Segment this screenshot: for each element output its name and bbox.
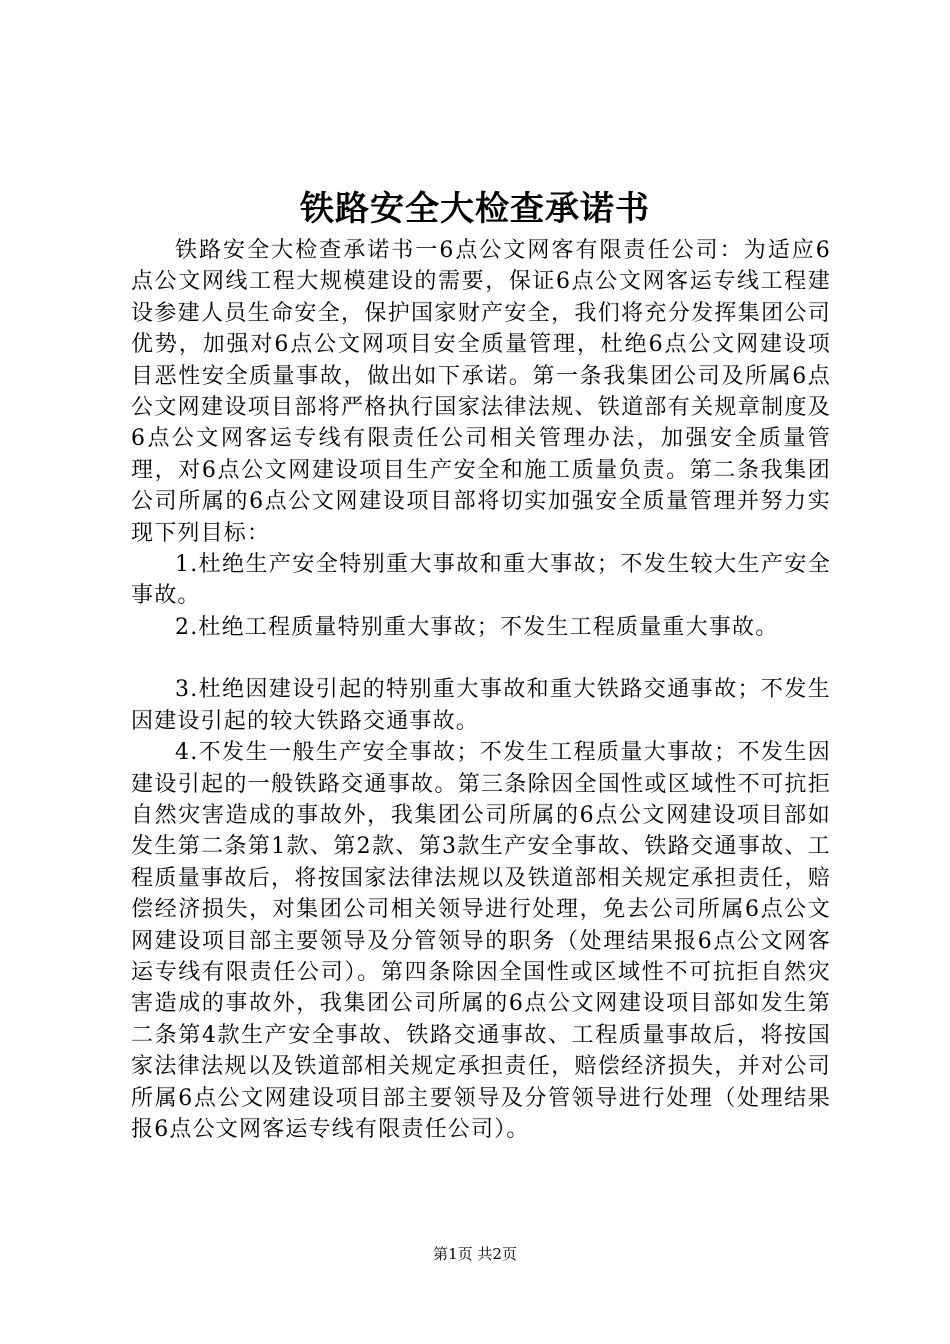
document-body — [131, 235, 831, 1145]
document-title: 铁路安全大检查承诺书 — [300, 189, 650, 229]
paragraph-goal-2: 2.杜绝工程质量特别重大事故；不发生工程质量重大事故。 — [175, 614, 779, 640]
paragraph-goal-3: 3.杜绝因建设引起的特别重大事故和重大铁路交通事故；不发生因建设引起的较大铁路交通事故。 — [131, 677, 831, 734]
page-number-footer: 第1页 共2页 — [433, 1245, 517, 1263]
paragraph-goal-1: 1.杜绝生产安全特别重大事故和重大事故；不发生较大生产安全事故。 — [131, 552, 831, 609]
paragraph-intro: 铁路安全大检查承诺书一6点公文网客有限责任公司：为适应6点公文网线工程大规模建设的需要，保证6点公文网客运专线工程建设参建人员生命安全，保护国家财产安全，我们将充分发挥集团公司优势，加强对6点公文网项目安全质量管理，杜绝6点公文网建设项目恶性安全质量事故，做出如下承诺。第一条我集团公司及所属6点公文网建设项目部将严格执行国家法律法规、铁道部有关规章制度及6点公文网客运专线有限责任公司相关管理办法，加强安全质量管理，对6点公文网建设项目生产安全和施工质量负责。第二条我集团公司所属的6点公文网建设项目部将切实加强安全质量管理并努力实现下列目标： — [131, 238, 831, 546]
paragraph-goal-4: 4.不发生一般生产安全事故；不发生工程质量大事故；不发生因建设引起的一般铁路交通事故。第三条除因全国性或区域性不可抗拒自然灾害造成的事故外，我集团公司所属的6点公文网建设项目部如发生第二条第1款、第2款、第3款生产安全事故、铁路交通事故、工程质量事故后，将按国家法律法规以及铁道部相关规定承担责任，赔偿经济损失，对集团公司相关领导进行处理，免去公司所属6点公文网建设项目部主要领导及分管领导的职务（处理结果报6点公文网客运专线有限责任公司）。第四条除因全国性或区域性不可抗拒自然灾害造成的事故外，我集团公司所属的6点公文网建设项目部如发生第二条第4款生产安全事故、铁路交通事故、工程质量事故后，将按国家法律法规以及铁道部相关规定承担责任，赔偿经济损失，并对公司所属6点公文网建设项目部主要领导及分管领导进行处理（处理结果报6点公文网客运专线有限责任公司）。 — [131, 740, 831, 1142]
